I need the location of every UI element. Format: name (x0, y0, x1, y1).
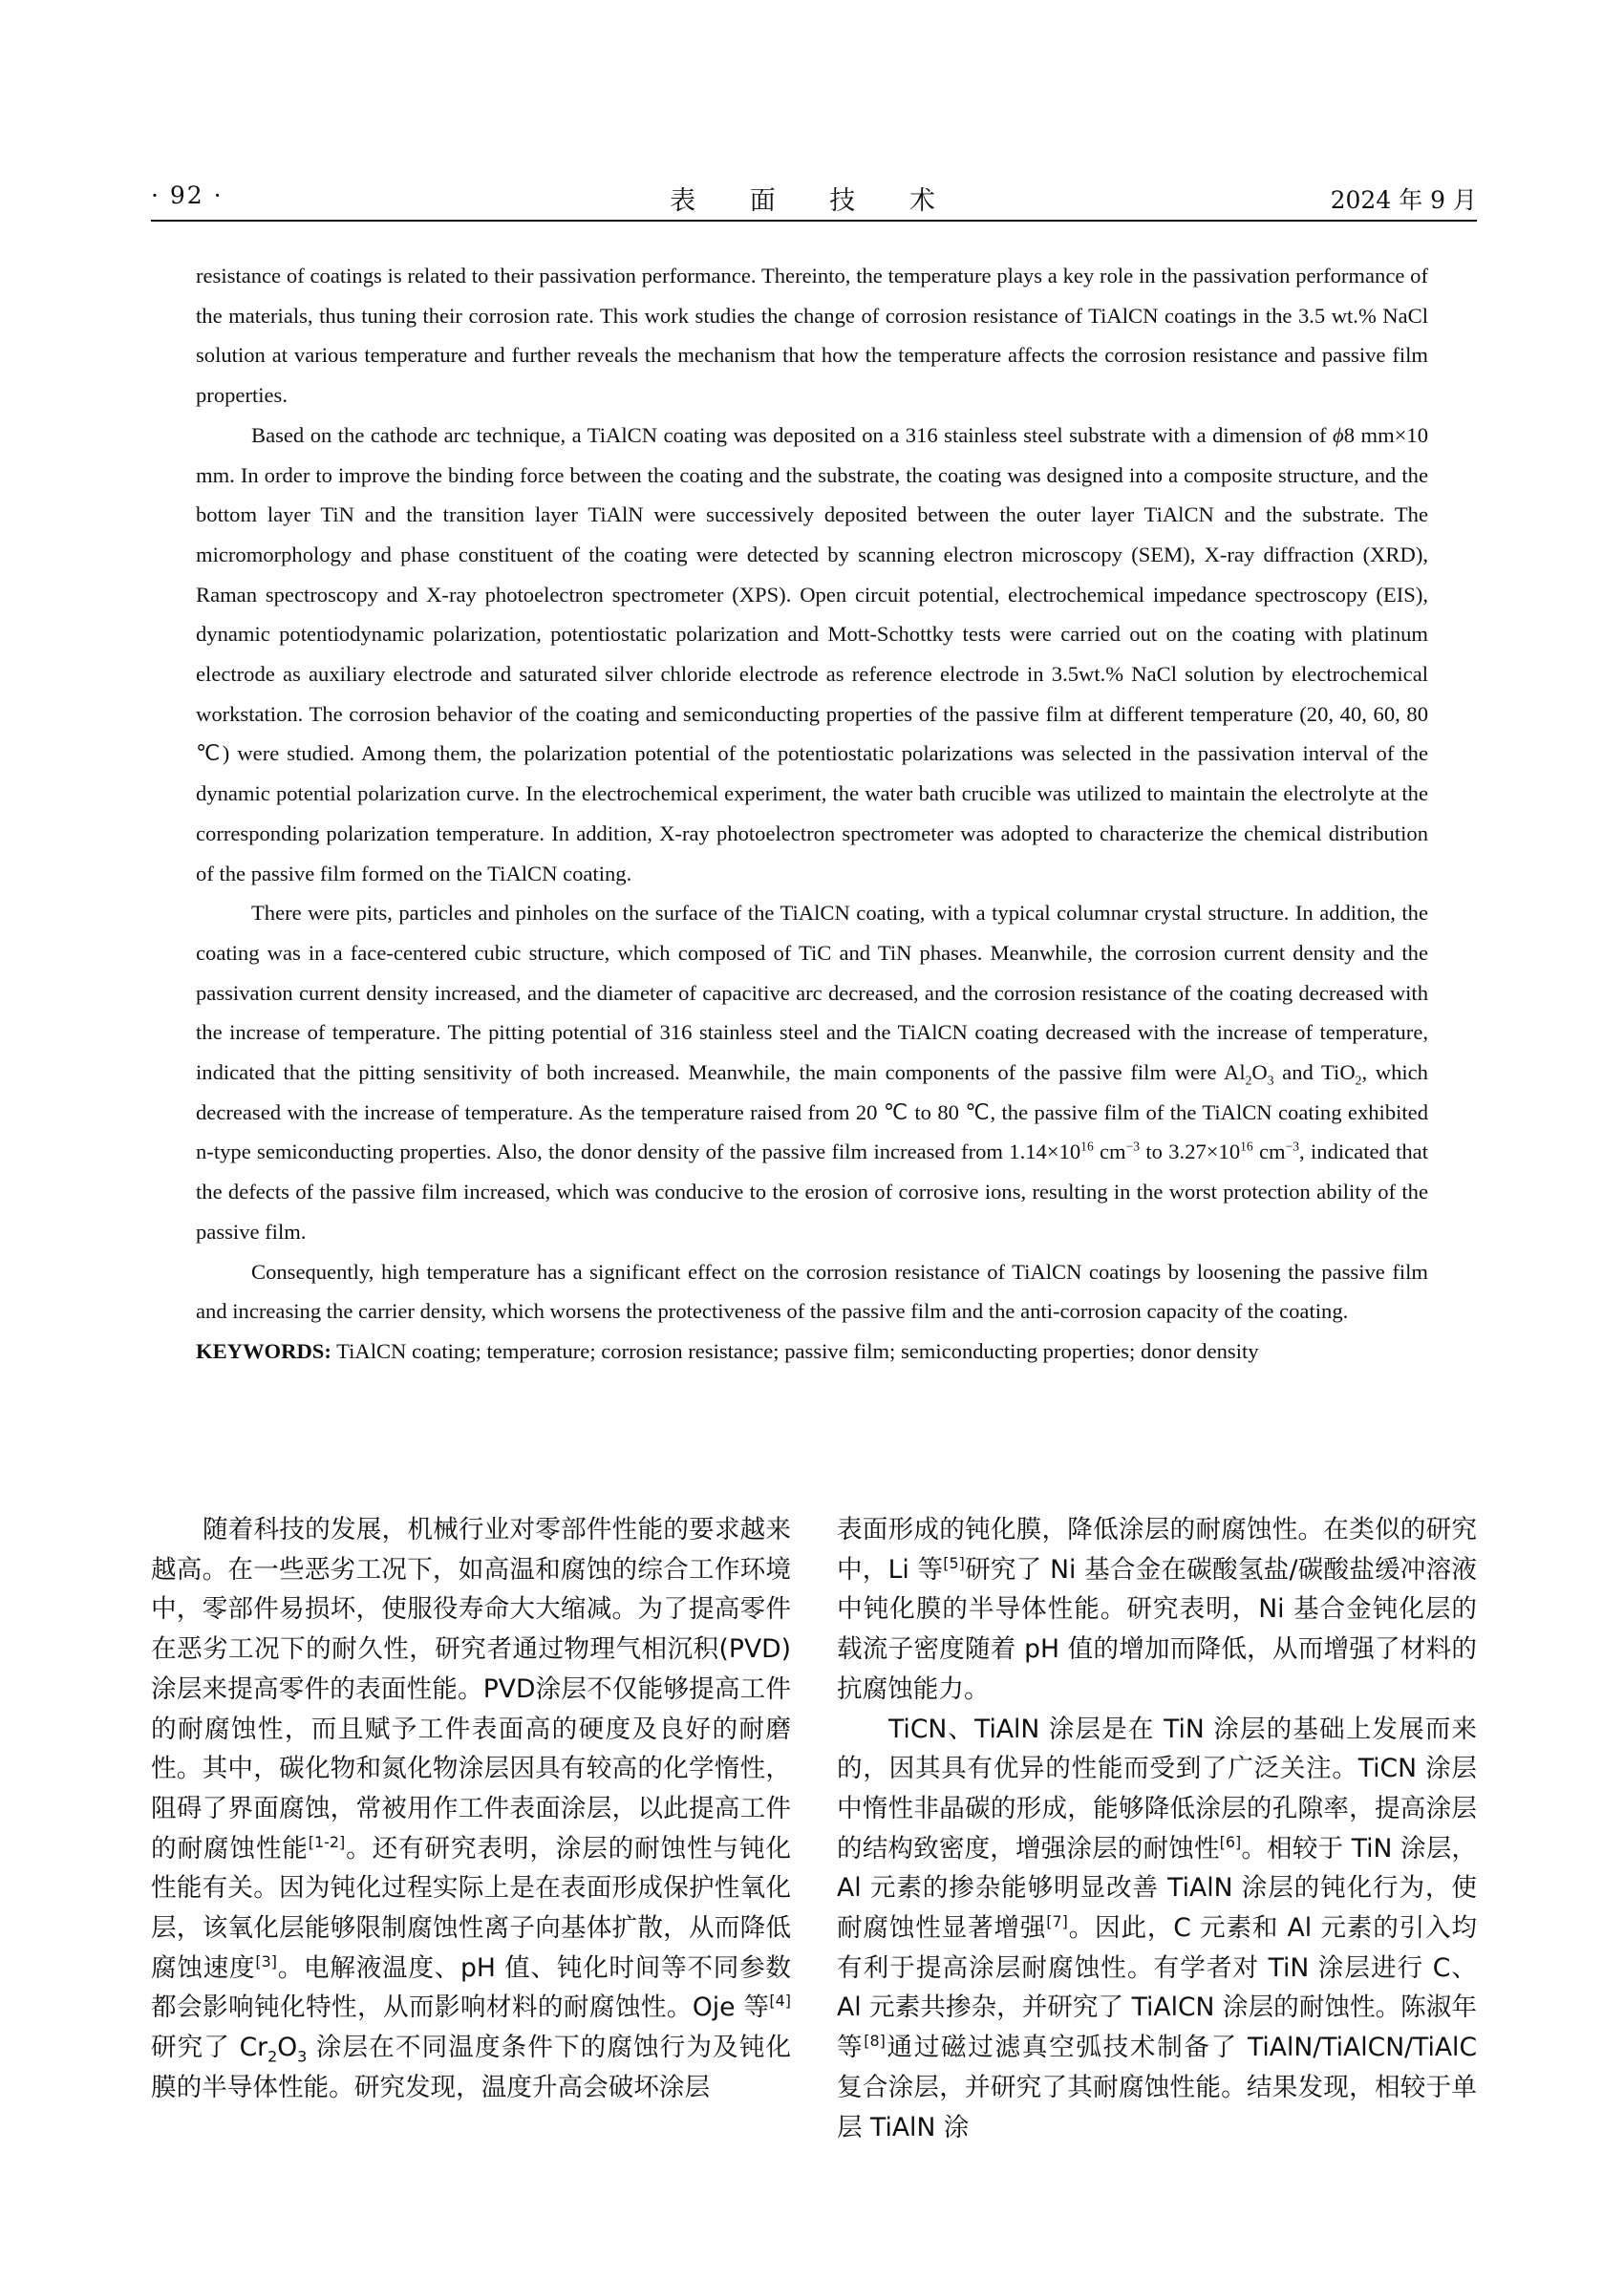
right-paragraph-1: 表面形成的钝化膜，降低涂层的耐腐蚀性。在类似的研究中，Li 等[5]研究了 Ni 基合金在碳酸氢盐/碳酸盐缓冲溶液中钝化膜的半导体性能。研究表明，Ni 基合金钝化层的载流子密度随着 pH 值的增加而降低，从而增强了材料的抗腐蚀能力。 (837, 1515, 1477, 1704)
page-number: · 92 · (151, 181, 224, 209)
citation-ref: [5] (943, 1553, 965, 1572)
keywords-text: TiAlCN coating; temperature; corrosion resistance; passive film; semiconducting properties; donor density (331, 1338, 1259, 1363)
citation-ref: [3] (255, 1951, 277, 1971)
issue-date: 2024 年 9 月 (1330, 186, 1477, 214)
citation-ref: [6] (1219, 1832, 1242, 1851)
citation-ref: [4] (769, 1992, 791, 2011)
running-header (151, 0, 1477, 222)
right-column (837, 1510, 1477, 2147)
journal-title: 表 面 技 术 (670, 186, 958, 216)
citation-ref: [8] (864, 2032, 886, 2051)
abstract-paragraph-4: Consequently, high temperature has a significant effect on the corrosion resistance of TiAlCN coatings by loosening the passive film and increasing the carrier density, which worsens the protectiveness of the passive film and the anti-corrosion capacity of the coating. (196, 1259, 1428, 1324)
keywords-line (196, 1332, 1428, 1372)
abstract-paragraph-2: Based on the cathode arc technique, a TiAlCN coating was deposited on a 316 stainless steel substrate with a dimension of ϕ8 mm×10 mm. In order to improve the binding force between the coating and the substrate, the coating was designed into a composite structure, and the bottom layer TiN and the transition layer TiAlN were successively deposited between the outer layer TiAlCN and the substrate. The micromorphology and phase constituent of the coating were detected by scanning electron microscopy (SEM), X-ray diffraction (XRD), Raman spectroscopy and X-ray photoelectron spectrometer (XPS). Open circuit potential, electrochemical impedance spectroscopy (EIS), dynamic potentiodynamic polarization, potentiostatic polarization and Mott-Schottky tests were carried out on the coating with platinum electrode as auxiliary electrode and saturated silver chloride electrode as reference electrode in 3.5wt.% NaCl solution by electrochemical workstation. The corrosion behavior of the coating and semiconducting properties of the passive film at different temperature (20, 40, 60, 80 ℃) were studied. Among them, the polarization potential of the potentiostatic polarizations was selected in the passivation interval of the dynamic potential polarization curve. In the electrochemical experiment, the water bath crucible was utilized to maintain the electrolyte at the corresponding polarization temperature. In addition, X-ray photoelectron spectrometer was adopted to characterize the chemical distribution of the passive film formed on the TiAlCN coating. (196, 422, 1428, 885)
abstract-paragraph-1: resistance of coatings is related to their passivation performance. Thereinto, the temperature plays a key role in the passivation performance of the materials, thus tuning their corrosion rate. This work studies the change of corrosion resistance of TiAlCN coatings in the 3.5 wt.% NaCl solution at various temperature and further reveals the mechanism that how the temperature affects the corrosion resistance and passive film properties. (196, 264, 1428, 408)
right-paragraph-2: TiCN、TiAlN 涂层是在 TiN 涂层的基础上发展而来的，因其具有优异的性能而受到了广泛关注。TiCN 涂层中惰性非晶碳的形成，能够降低涂层的孔隙率，提高涂层的结构致密度，增强涂层的耐蚀性[6]。相较于 TiN 涂层，Al 元素的掺杂能够明显改善 TiAlN 涂层的钝化行为，使耐腐蚀性显著增强[7]。因此，C 元素和 Al 元素的引入均有利于提高涂层耐腐蚀性。有学者对 TiN 涂层进行 C、Al 元素共掺杂，并研究了 TiAlCN 涂层的耐蚀性。陈淑年等[8]通过磁过滤真空弧技术制备了 TiAlN/TiAlCN/TiAlC 复合涂层，并研究了其耐腐蚀性能。结果发现，相较于单层 TiAlN 涂 (837, 1714, 1478, 2142)
body-columns (151, 1510, 1477, 2255)
citation-ref: [1-2] (308, 1832, 346, 1851)
header-rule (151, 220, 1477, 222)
keywords-label: KEYWORDS: (196, 1338, 331, 1363)
citation-ref: [7] (1046, 1912, 1068, 1931)
abstract-paragraph-3: There were pits, particles and pinholes on the surface of the TiAlCN coating, with a typical columnar crystal structure. In addition, the coating was in a face-centered cubic structure, which composed of TiC and TiN phases. Meanwhile, the corrosion current density and the passivation current density increased, and the diameter of capacitive arc decreased, and the corrosion resistance of the coating decreased with the increase of temperature. The pitting potential of 316 stainless steel and the TiAlCN coating decreased with the increase of temperature, indicated that the pitting sensitivity of both increased. Meanwhile, the main components of the passive film were $Al_2O_3$ and TiO$_2$, which decreased with the increase of temperature. As the temperature raised from 20 ℃ to 80 ℃, the passive film of the TiAlCN coating exhibited n-type semiconducting properties. Also, the donor density of the passive film increased from $1.14\times 10^{16}$ $cm^{-3}$ to $3.27\times 10^{16}$ $cm^{-3}$, indicated that the defects of the passive film increased, which was conducive to the erosion of corrosive ions, resulting in the worst protection ability of the passive film. (196, 901, 1428, 1244)
english-abstract (196, 256, 1428, 1372)
left-paragraph-1: 随着科技的发展，机械行业对零部件性能的要求越来越高。在一些恶劣工况下，如高温和腐蚀的综合工作环境中，零部件易损坏，使服役寿命大大缩减。为了提高零件在恶劣工况下的耐久性，研究者通过物理气相沉积(PVD)涂层来提高零件的表面性能。PVD涂层不仅能够提高工件的耐腐蚀性，而且赋予工件表面高的硬度及良好的耐磨性。其中，碳化物和氮化物涂层因具有较高的化学惰性，阻碍了界面腐蚀，常被用作工件表面涂层，以此提高工件的耐腐蚀性能[1-2]。还有研究表明，涂层的耐蚀性与钝化性能有关。因为钝化过程实际上是在表面形成保护性氧化层，该氧化层能够限制腐蚀性离子向基体扩散，从而降低腐蚀速度[3]。电解液温度、pH 值、钝化时间等不同参数都会影响钝化特性，从而影响材料的耐腐蚀性。Oje 等[4]研究了 $Cr_2O_3$ 涂层在不同温度条件下的腐蚀行为及钝化膜的半导体性能。研究发现，温度升高会破坏涂层 (151, 1515, 792, 2102)
left-column (151, 1510, 791, 2108)
